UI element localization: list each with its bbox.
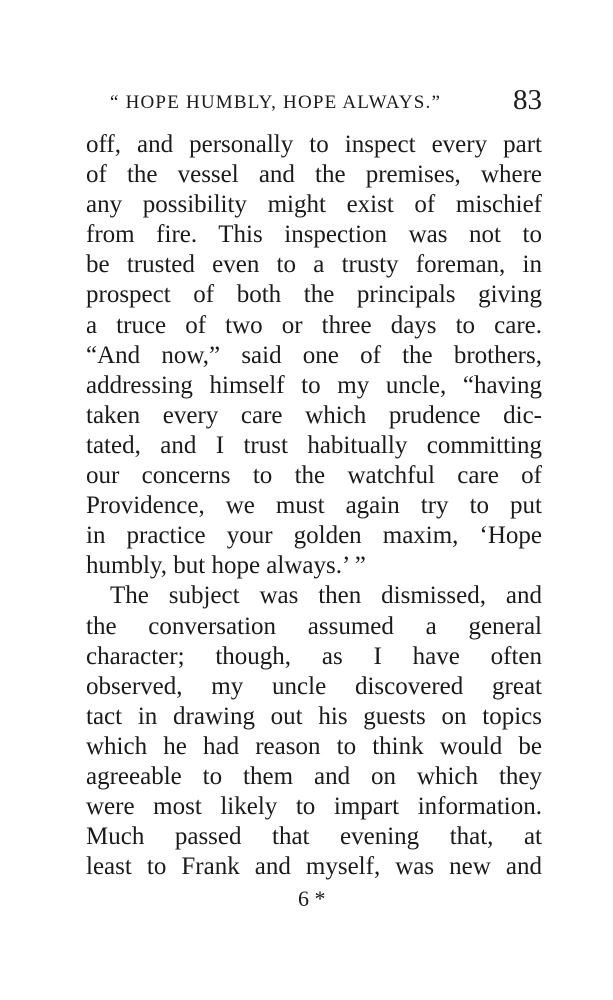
text-line: be trusted even to a trusty foreman, in	[86, 251, 542, 279]
text-line: of the vessel and the premises, where	[86, 161, 542, 189]
text-line: agreeable to them and on which they	[86, 762, 542, 790]
text-line: the conversation assumed a general	[86, 612, 542, 640]
signature-mark: 6 *	[298, 886, 326, 911]
text-line: which he had reason to think would be	[86, 732, 542, 760]
text-line: Much passed that evening that, at	[86, 823, 542, 851]
text-line: least to Frank and myself, was new and	[86, 853, 542, 881]
text-line: off, and personally to inspect every part	[86, 131, 542, 158]
text-line: tact in drawing out his guests on topics	[86, 702, 542, 730]
text-line: prospect of both the principals giving	[86, 281, 542, 309]
text-line: a truce of two or three days to care.	[86, 311, 542, 339]
text-line: our concerns to the watchful care of	[86, 462, 542, 490]
text-line: were most likely to impart information.	[86, 793, 542, 821]
text-line: “And now,” said one of the brothers,	[86, 341, 542, 369]
text-line: humbly, but hope always.’ ”	[86, 552, 366, 580]
body-text	[86, 130, 542, 882]
running-head	[110, 84, 542, 124]
page-number: 83	[513, 84, 542, 116]
text-line: from fire. This inspection was not to	[86, 221, 542, 249]
text-line: addressing himself to my uncle, “having	[86, 371, 542, 399]
running-title: “ HOPE HUMBLY, HOPE ALWAYS.”	[110, 92, 442, 113]
text-line: any possibility might exist of mischief	[86, 191, 542, 219]
text-line: tated, and I trust habitually committing	[86, 431, 542, 459]
text-line: taken every care which prudence dic-	[86, 401, 542, 429]
text-line: The subject was then dismissed, and	[110, 582, 542, 610]
text-line: Providence, we must again try to put	[86, 492, 542, 520]
text-line: character; though, as I have often	[86, 642, 542, 670]
text-line: observed, my uncle discovered great	[86, 672, 542, 700]
text-line: in practice your golden maxim, ‘Hope	[86, 522, 542, 550]
